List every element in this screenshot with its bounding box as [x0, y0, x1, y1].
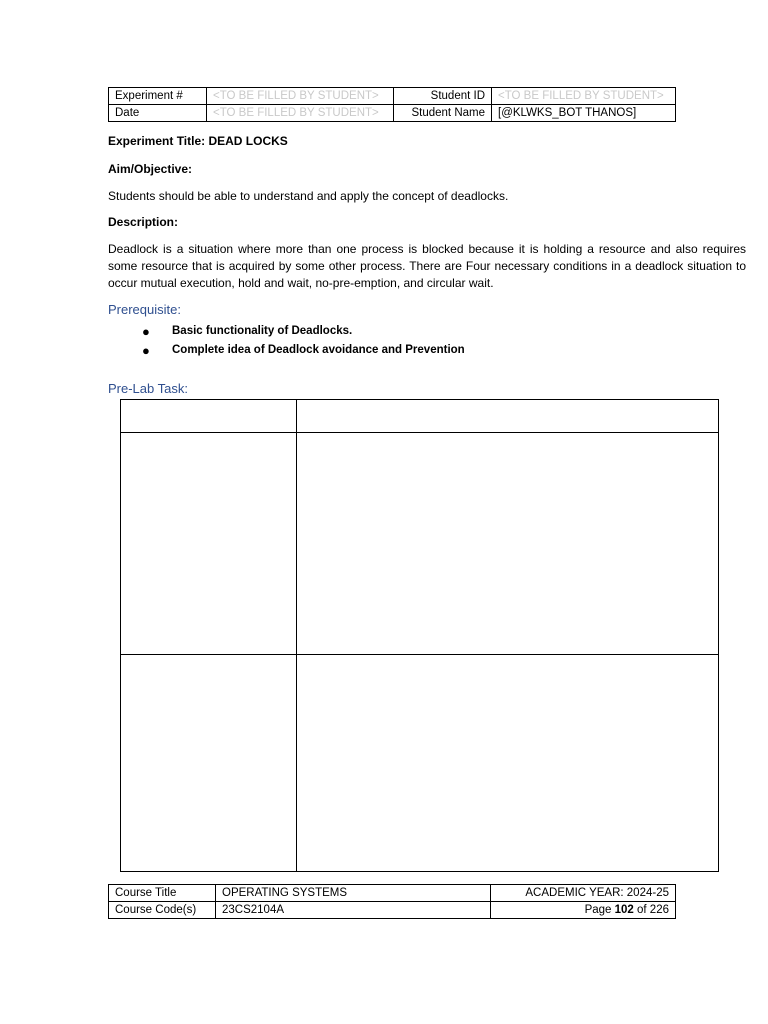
- list-item: [142, 322, 465, 341]
- prelab-cell-answer-1[interactable]: [297, 433, 718, 654]
- prerequisite-item-text: Complete idea of Deadlock avoidance and Prevention: [172, 344, 465, 356]
- footer-course-table: [108, 884, 676, 919]
- aim-text: Students should be able to understand and apply the concept of deadlocks.: [108, 189, 509, 203]
- course-title-value: OPERATING SYSTEMS: [216, 885, 491, 902]
- date-field[interactable]: <TO BE FILLED BY STUDENT>: [207, 105, 394, 122]
- header-row-2: [109, 105, 676, 122]
- prerequisite-list: [142, 322, 465, 360]
- header-row-1: [109, 88, 676, 105]
- prerequisite-item-text: Basic functionality of Deadlocks.: [172, 325, 353, 337]
- student-name-label: Student Name: [394, 105, 492, 122]
- footer-row-1: [109, 885, 676, 902]
- page-number-current: 102: [614, 903, 634, 916]
- prerequisite-heading: Prerequisite:: [108, 302, 181, 317]
- page-number: [491, 902, 676, 919]
- student-name-field[interactable]: [@KLWKS_BOT THANOS]: [492, 105, 676, 122]
- prelab-heading: Pre-Lab Task:: [108, 381, 188, 396]
- bullet-dot-icon: ●: [142, 343, 150, 358]
- student-id-label: Student ID: [394, 88, 492, 105]
- prelab-cell-header[interactable]: [297, 400, 718, 432]
- course-code-label: Course Code(s): [109, 902, 216, 919]
- course-title-label: Course Title: [109, 885, 216, 902]
- experiment-label: Experiment #: [109, 88, 207, 105]
- description-heading: Description:: [108, 215, 179, 229]
- aim-heading: Aim/Objective:: [108, 162, 193, 176]
- bullet-dot-icon: ●: [142, 324, 150, 339]
- experiment-number-field[interactable]: <TO BE FILLED BY STUDENT>: [207, 88, 394, 105]
- list-item: [142, 341, 465, 360]
- date-label: Date: [109, 105, 207, 122]
- header-info-table: [108, 87, 676, 122]
- experiment-title: Experiment Title: DEAD LOCKS: [108, 134, 288, 148]
- page-suffix: of 226: [633, 903, 669, 916]
- prelab-cell-answer-2[interactable]: [297, 655, 718, 871]
- page-prefix: Page: [584, 903, 615, 916]
- academic-year: ACADEMIC YEAR: 2024-25: [491, 885, 676, 902]
- description-text: Deadlock is a situation where more than one process is blocked because it is holding a resource and also requires some resource that is acquired by some other process. There are Four necessary conditions in a deadlock situation to occur mutual execution, hold and wait, no-pre-emption, and circular wait.: [108, 242, 746, 290]
- footer-row-2: [109, 902, 676, 919]
- student-id-field[interactable]: <TO BE FILLED BY STUDENT>: [492, 88, 676, 105]
- course-code-value: 23CS2104A: [216, 902, 491, 919]
